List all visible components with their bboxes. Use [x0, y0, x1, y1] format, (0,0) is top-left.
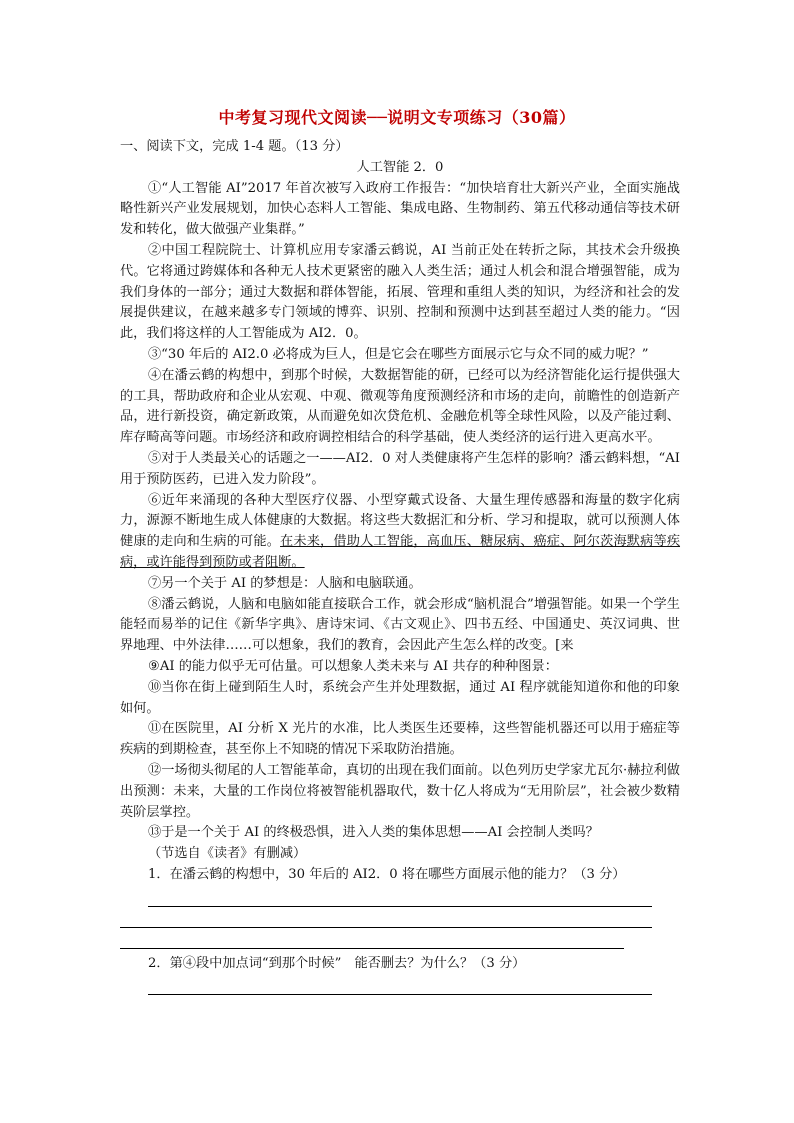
question-1: 1．在潘云鹤的构想中，30 年后的 AI2．0 将在哪些方面展示他的能力？（3 分）	[148, 866, 626, 882]
answer-line-q1-1[interactable]	[148, 886, 652, 907]
paragraph-8: ⑧潘云鹤说，人脑和电脑如能直接联合工作，就会形成“脑机混合”增强智能。如果一个学生能轻而易举的记住《新华字典》、唐诗宋词、《古文观止》、四书五经、中国通史、英汉词典、世界地理、中外法律……可以想象，我们的教育，会因此产生怎么样的改变。[来	[120, 596, 680, 654]
paragraph-6-text: ⑥近年来涌现的各种大型医疗仪器、小型穿戴式设备、大量生理传感器和海量的数字化病力，源源不断地生成人体健康的大数据。将这些大数据汇和分析、学习和提取，就可以预测人体健康的走向和生病的可能。	[120, 492, 680, 550]
answer-line-q2-1[interactable]	[148, 974, 652, 995]
paragraph-4: ④在潘云鹤的构想中，到那个时候，大数据智能的研，已经可以为经济智能化运行提供强大的工具，帮助政府和企业从宏观、中观、微观等角度预测经济和市场的走向，前瞻性的创造新产品，进行新投资，确定新政策，从而避免如次贷危机、金融危机等全球性风险，以及产能过剩、库存畸高等问题。市场经济和政府调控相结合的科学基础，使人类经济的运行进入更高水平。	[120, 367, 680, 446]
question-2: 2．第④段中加点词“到那个时候” 能否删去？为什么？（3 分）	[148, 955, 526, 971]
paragraph-10: ⑩当你在街上碰到陌生人时，系统会产生并处理数据，通过 AI 程序就能知道你和他的印象如何。	[120, 679, 680, 716]
paragraph-11: ⑪在医院里，AI 分析 X 光片的水准，比人类医生还要棒，这些智能机器还可以用于癌症等疾病的到期检查，甚至你上不知晓的情况下采取防治措施。	[120, 721, 680, 758]
paragraph-1: ①“人工智能 AI”2017 年首次被写入政府工作报告：“加快培育壮大新兴产业，全面实施战略性新兴产业发展规划，加快心态料人工智能、集成电路、生物制药、第五代移动通信等技术研发和转化，做大做强产业集群。”	[120, 180, 680, 238]
document-body	[120, 137, 680, 995]
document-title: 中考复习现代文阅读──说明文专项练习（30篇）	[218, 108, 576, 127]
paragraph-9: ⑨AI 的能力似乎无可估量。可以想象人类未来与 AI 共存的种种图景：	[148, 658, 558, 674]
paragraph-13: ⑬于是一个关于 AI 的终极恐惧，进入人类的集体思想——AI 会控制人类吗？	[148, 825, 599, 841]
article-title: 人工智能 2．0	[356, 159, 444, 175]
paragraph-7: ⑦另一个关于 AI 的梦想是：人脑和电脑联通。	[148, 575, 422, 591]
source-note: （节选自《读者》有删减）	[148, 846, 307, 862]
answer-line-q1-2[interactable]	[120, 907, 652, 928]
paragraph-2: ②中国工程院院士、计算机应用专家潘云鹤说，AI 当前正处在转折之际，其技术会升级换代。它将通过跨媒体和各种无人技术更紧密的融入人类生活；通过人机会和混合增强智能，成为我们身体的一部分；通过大数据和群体智能，拓展、管理和重组人类的知识，为经济和社会的发展提供建议，在越来越多专门领域的博弈、识别、控制和预测中达到甚至超过人类的能力。“因此，我们将这样的人工智能成为 AI2．0。	[120, 242, 680, 342]
paragraph-6	[120, 491, 680, 574]
answer-line-q1-3[interactable]	[120, 928, 624, 949]
paragraph-6-underlined-sentence: 在未来，借助人工智能，高血压、糖尿病、癌症、阿尔茨海默病等疾病，或许能得到预防或者阻断。	[120, 534, 681, 570]
section-heading: 一、阅读下文，完成 1-4 题。（13 分）	[120, 139, 349, 154]
paragraph-5: ⑤对于人类最关心的话题之一——AI2．0 对人类健康将产生怎样的影响？潘云鹤料想，“AI 用于预防医药，已进入发力阶段”。	[120, 450, 680, 487]
paragraph-3: ③“30 年后的 AI2.0 必将成为巨人，但是它会在哪些方面展示它与众不同的威力呢？”	[148, 346, 649, 362]
paragraph-12: ⑫一场彻头彻尾的人工智能革命，真切的出现在我们面前。以色列历史学家尤瓦尔·赫拉利做出预测：未来，大量的工作岗位将被智能机器取代，数十亿人将成为“无用阶层”，社会被少数精英阶层掌控。	[120, 762, 680, 820]
